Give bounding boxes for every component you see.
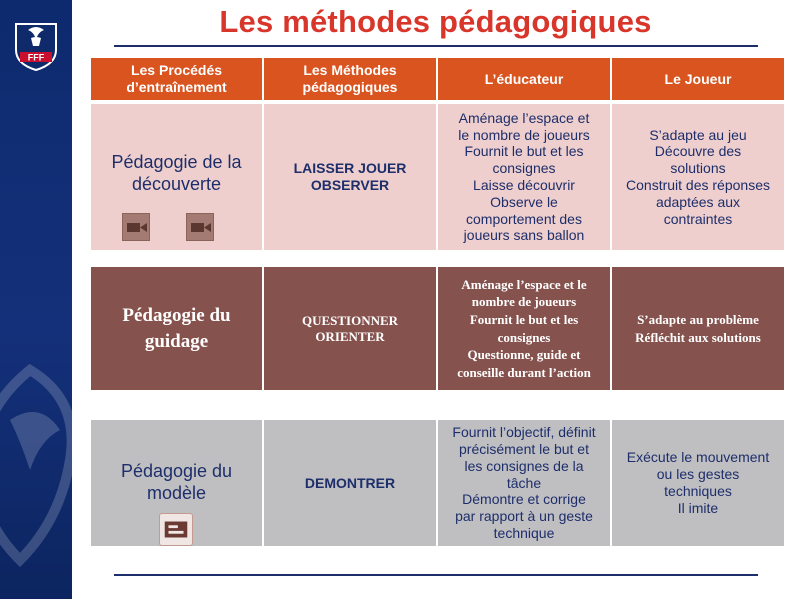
sidebar-band [0, 0, 72, 599]
camera-glyph [191, 222, 211, 233]
header-methodes-line-1: Les Méthodes [303, 62, 397, 79]
row3-educateur [438, 420, 610, 546]
row1-educateur-line: comportement des [466, 210, 582, 227]
row3-joueur-line: Il imite [677, 499, 719, 516]
row3-methodes-line-1: DEMONTRER [304, 474, 396, 491]
row3-educateur-line: Démontre et corrige [462, 491, 586, 508]
row1-procede-line-2: découverte [131, 173, 222, 194]
row1-educateur-line: Fournit le but et les [464, 143, 584, 160]
row1-procede [91, 104, 262, 250]
row2-educateur-line: conseille durant l’action [457, 364, 591, 380]
row2-joueur-line: Réfléchit aux solutions [635, 329, 761, 345]
row2-methodes [264, 267, 436, 390]
row1-educateur [438, 104, 610, 250]
header-procedes [91, 58, 262, 100]
row1-educateur-line: joueurs sans ballon [463, 227, 585, 244]
row2-procede [91, 267, 262, 390]
rooster-watermark [0, 360, 72, 580]
row3-joueur-line: Exécute le mouvement [626, 449, 770, 466]
camera-glyph [127, 222, 147, 233]
row3-educateur-line: par rapport à un geste [455, 508, 593, 525]
row3-methodes [264, 420, 436, 546]
logo-text: FFF [27, 52, 45, 63]
row1-educateur-line: Laisse découvrir [473, 177, 575, 193]
header-educateur [438, 58, 610, 100]
row1-joueur-line: contraintes [663, 210, 733, 227]
row2-educateur-line: consignes [497, 329, 551, 345]
row3-educateur-line: précisément le but et [459, 441, 589, 457]
header-procedes-line-1: Les Procédés [130, 62, 223, 79]
video-icon[interactable] [122, 213, 150, 241]
row1-methodes-line-2: OBSERVER [310, 177, 390, 193]
row3-joueur [612, 420, 784, 546]
row1-educateur-line: Observe le [490, 193, 558, 210]
footer-rule [114, 574, 758, 576]
row3-educateur-line: Fournit l’objectif, définit [452, 424, 596, 441]
video-icon[interactable] [186, 213, 214, 241]
fff-logo-icon [12, 20, 60, 72]
row3-educateur-line: les consignes de la [464, 457, 584, 474]
row2-educateur-line: Fournit le but et les [469, 311, 579, 327]
header-joueur-label: Le Joueur [664, 70, 732, 87]
row2-educateur-line: Questionne, guide et [467, 347, 581, 363]
row2-methodes-line-1: QUESTIONNER [301, 312, 399, 328]
row1-joueur [612, 104, 784, 250]
row2-joueur [612, 267, 784, 390]
row3-procede-line-1: Pédagogie du [120, 461, 233, 481]
row1-methodes-line-1: LAISSER JOUER [293, 160, 407, 177]
row1-methodes [264, 104, 436, 250]
header-joueur [612, 58, 784, 100]
row3-educateur-line: technique [493, 524, 555, 541]
row2-procede-line-2: guidage [144, 330, 209, 352]
row3-joueur-line: ou les gestes [656, 466, 740, 483]
row2-educateur-line: Aménage l’espace et le [461, 276, 587, 292]
row2-methodes-line-2: ORIENTER [315, 328, 385, 344]
screen-glyph [160, 514, 192, 545]
video-screen-icon[interactable] [159, 513, 193, 546]
row1-educateur-line: Aménage l’espace et [458, 109, 590, 126]
row1-joueur-line: Découvre des [654, 143, 742, 160]
row2-joueur-line: S’adapte au problème [637, 311, 759, 327]
row1-educateur-line: consignes [492, 160, 556, 177]
row2-educateur [438, 267, 610, 390]
row1-joueur-line: adaptées aux [655, 193, 741, 210]
slide-title: Les méthodes pédagogiques [219, 4, 652, 39]
row1-procede-line-1: Pédagogie de la [111, 152, 242, 172]
title-underline [114, 45, 758, 47]
row2-educateur-line: nombre de joueurs [471, 294, 577, 310]
row1-joueur-line: S’adapte au jeu [649, 126, 747, 143]
header-procedes-line-2: d’entraînement [126, 79, 227, 95]
row1-joueur-line: solutions [670, 160, 726, 177]
row3-joueur-line: techniques [664, 483, 732, 499]
row1-joueur-line: Construit des réponses [626, 177, 770, 193]
row1-educateur-line: le nombre de joueurs [458, 126, 590, 143]
row3-procede-line-2: modèle [146, 482, 207, 503]
header-methodes-line-2: pédagogiques [302, 79, 398, 95]
row2-procede-line-1: Pédagogie du [122, 304, 231, 326]
header-educateur-label: L’éducateur [484, 70, 564, 87]
row3-educateur-line: tâche [506, 474, 542, 491]
header-methodes [264, 58, 436, 100]
